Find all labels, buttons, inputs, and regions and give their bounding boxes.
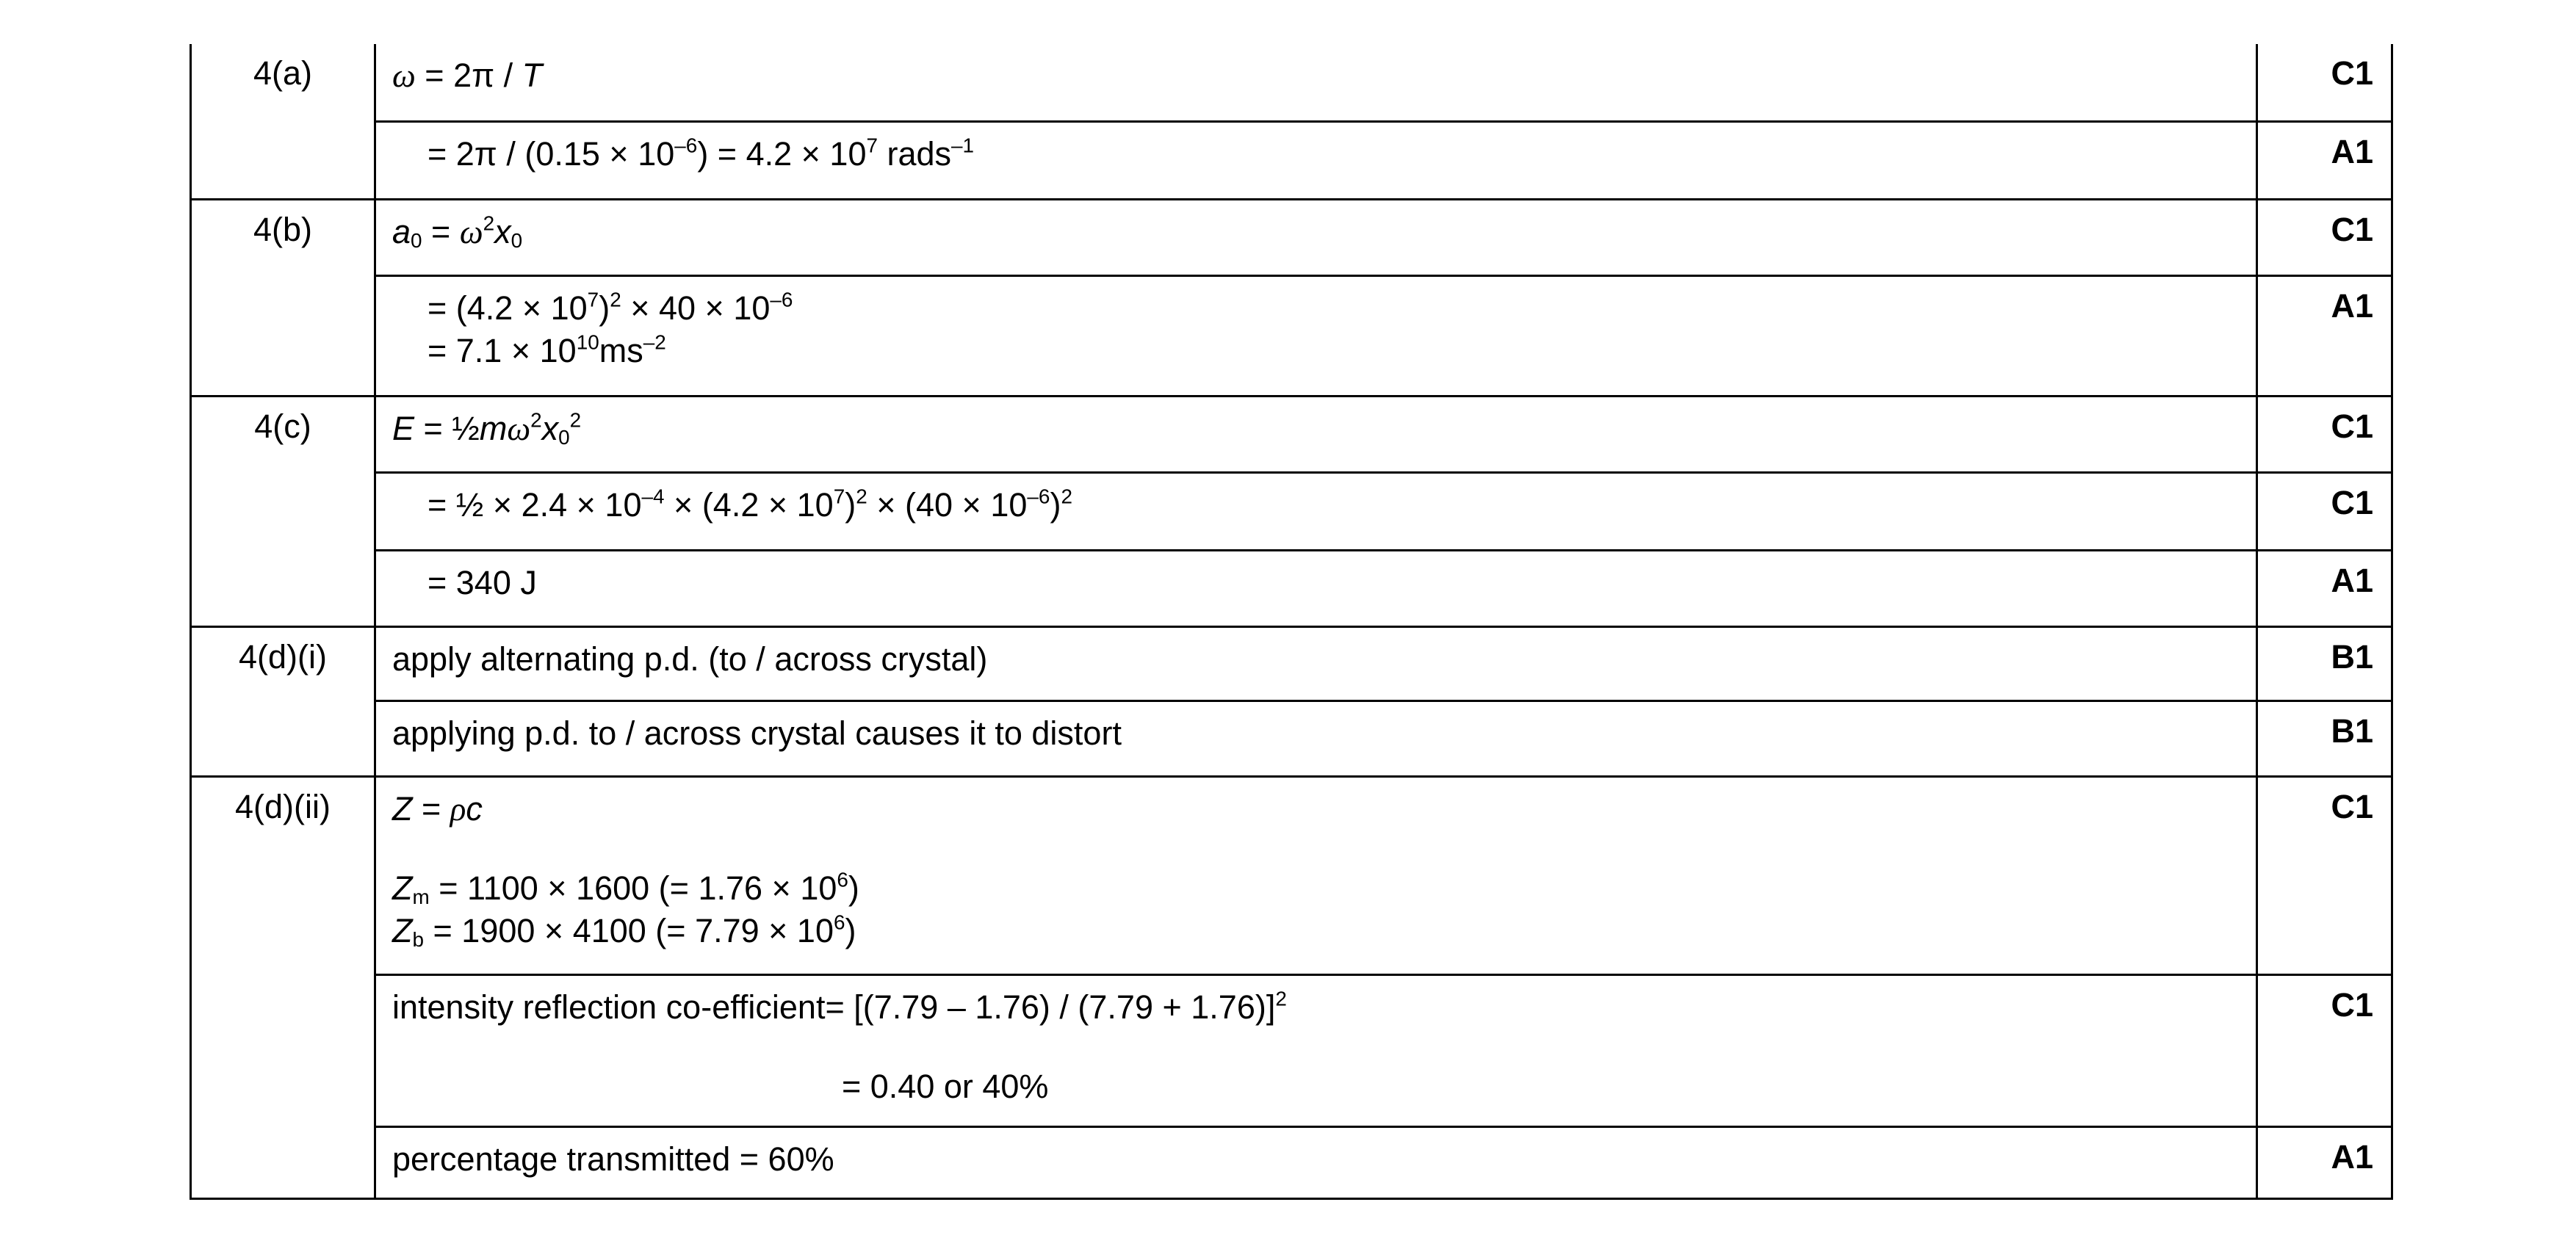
table-row	[191, 121, 2392, 199]
answer-cell: percentage transmitted = 60%	[375, 1126, 2257, 1198]
table-row	[191, 626, 2392, 700]
mark-cell: B1	[2257, 700, 2392, 776]
answer-cell: apply alternating p.d. (to / across crystal)	[375, 626, 2257, 700]
table-row	[191, 44, 2392, 121]
answer-cell: $E = \frac{1}{2}m\omega^2x_0^2$	[375, 396, 2257, 472]
mark-cell: A1	[2257, 550, 2392, 626]
table-row	[191, 974, 2392, 1126]
mark-scheme-table	[190, 44, 2393, 1200]
question-number: 4(d)(ii)	[191, 776, 375, 1198]
table-row	[191, 700, 2392, 776]
mark-cell: B1	[2257, 626, 2392, 700]
answer-cell: $a_0 = \omega^2x_0$	[375, 199, 2257, 275]
table-row	[191, 275, 2392, 396]
table-row	[191, 199, 2392, 275]
mark-cell: A1	[2257, 121, 2392, 199]
answer-cell: applying p.d. to / across crystal causes it to distort	[375, 700, 2257, 776]
question-number: 4(b)	[191, 199, 375, 396]
question-number: 4(c)	[191, 396, 375, 626]
answer-cell: = $2\pi / (0.15 \times 10^{-6}) = 4.2 \times 10^7$ rads$^{-1}$	[375, 121, 2257, 199]
table-row	[191, 1126, 2392, 1198]
mark-cell: C1	[2257, 199, 2392, 275]
mark-cell: C1	[2257, 974, 2392, 1126]
table-row	[191, 550, 2392, 626]
mark-cell: A1	[2257, 1126, 2392, 1198]
answer-cell: ω = 2π / T	[375, 44, 2257, 121]
question-number: 4(d)(i)	[191, 626, 375, 776]
answer-cell: = ½ × $2.4 \times 10^{-4} \times (4.2 \times 10^7)^2 \times (40 \times 10^{-6})^2$	[375, 472, 2257, 550]
table-row	[191, 776, 2392, 974]
mark-cell: C1	[2257, 776, 2392, 974]
answer-cell: = $(4.2 \times 10^7)^2 \times 40 \times 10^{-6}$ = $7.1 \times 10^{10}ms^{-2}$	[375, 275, 2257, 396]
answer-cell: = 340 J	[375, 550, 2257, 626]
question-number: 4(a)	[191, 44, 375, 199]
mark-cell: C1	[2257, 44, 2392, 121]
answer-cell: Z = ρc $Z_m = 1100 \times 1600$ (= $1.76 \times 10^6$) $Z_b = 1900 \times 4100$ (= $7.79 \times 10^6$)	[375, 776, 2257, 974]
mark-cell: A1	[2257, 275, 2392, 396]
mark-cell: C1	[2257, 396, 2392, 472]
table-row	[191, 472, 2392, 550]
mark-cell: C1	[2257, 472, 2392, 550]
table-row	[191, 396, 2392, 472]
answer-cell: intensity reflection co-efficient= $[(7.79 - 1.76) / (7.79 + 1.76)]^2$ = 0.40 or 40%	[375, 974, 2257, 1126]
